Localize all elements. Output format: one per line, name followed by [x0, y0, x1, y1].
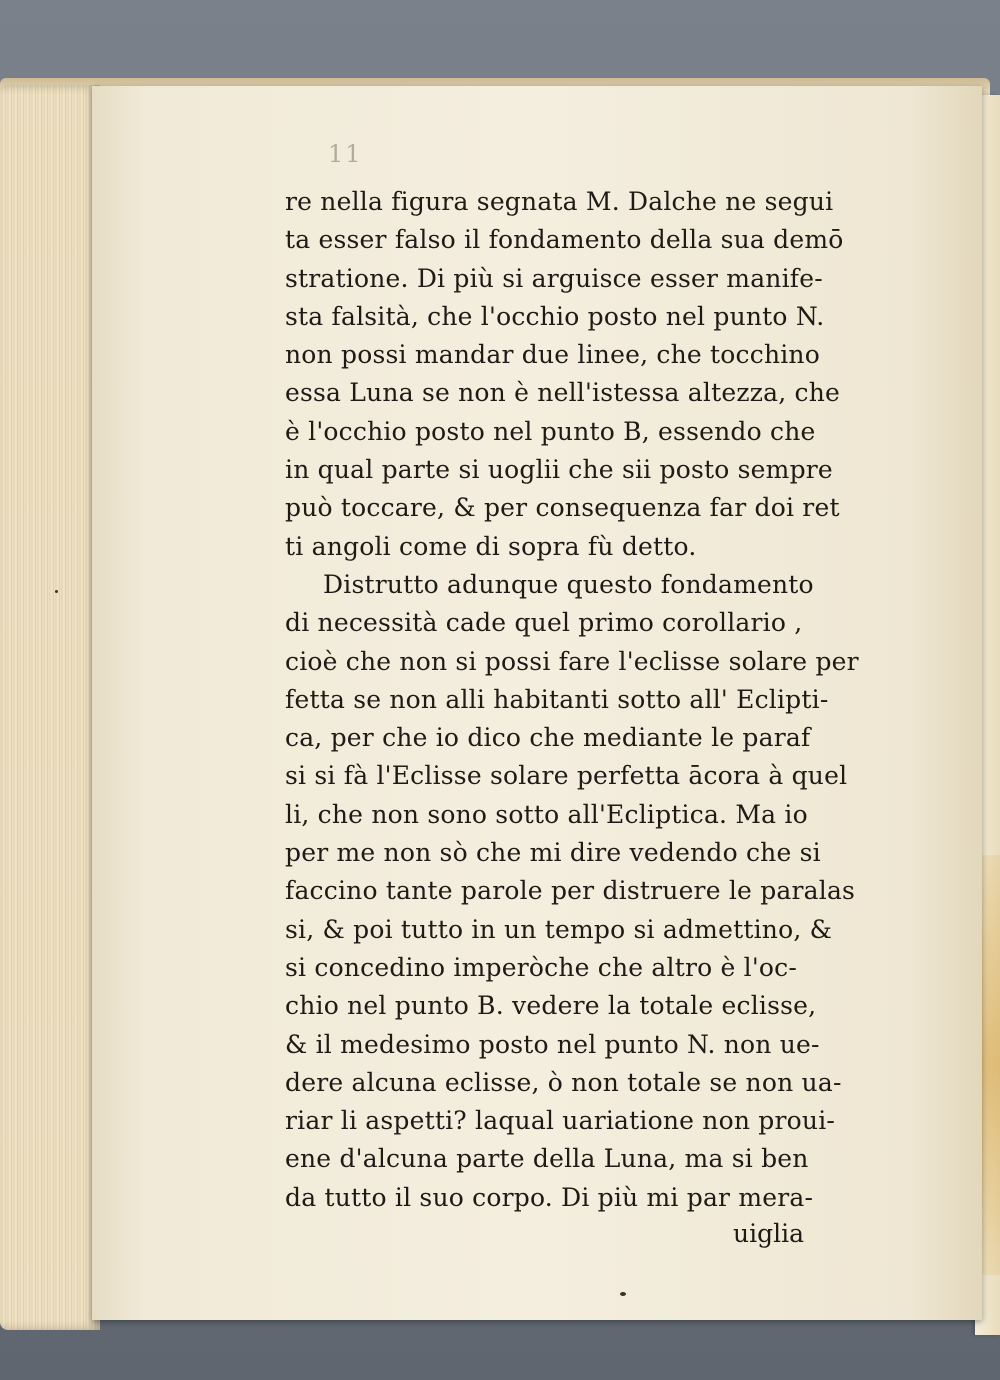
text-line: dere alcuna eclisse, ò non totale se non ua-	[285, 1067, 842, 1097]
text-line: fetta se non alli habitanti sotto all' Eclipti-	[285, 684, 829, 714]
folio-mark: 11	[328, 140, 363, 168]
text-line: ta esser falso il fondamento della sua demō	[285, 225, 844, 255]
paragraph-start-line: Distrutto adunque questo fondamento	[323, 569, 814, 599]
text-line: si si fà l'Eclisse solare perfetta ācora à quel	[285, 761, 848, 791]
text-line: sta falsità, che l'occhio posto nel punto N.	[285, 301, 825, 331]
text-line: per me non sò che mi dire vedendo che si	[285, 838, 821, 868]
text-line: stratione. Di più si arguisce esser manife-	[285, 263, 823, 293]
text-line: essa Luna se non è nell'istessa altezza, che	[285, 378, 840, 408]
text-line: si concedino imperòche che altro è l'oc-	[285, 952, 798, 982]
text-line: li, che non sono sotto all'Ecliptica. Ma io	[285, 799, 808, 829]
ink-speck	[55, 590, 58, 593]
text-line: da tutto il suo corpo. Di più mi par mera-	[285, 1182, 814, 1212]
text-line: è l'occhio posto nel punto B, essendo che	[285, 416, 816, 446]
text-line: riar li aspetti? laqual uariatione non proui-	[285, 1106, 836, 1136]
text-line: cioè che non si possi fare l'eclisse solare per	[285, 646, 859, 676]
text-line: ene d'alcuna parte della Luna, ma si ben	[285, 1144, 809, 1174]
text-line: ca, per che io dico che mediante le paraf	[285, 723, 811, 753]
text-line: re nella figura segnata M. Dalche ne segui	[285, 187, 834, 216]
text-line: in qual parte si uoglii che sii posto sempre	[285, 455, 833, 485]
text-line: ti angoli come di sopra fù detto.	[285, 531, 697, 561]
catchword: uiglia	[733, 1219, 804, 1248]
ink-speck	[620, 1292, 626, 1296]
page-text	[285, 183, 885, 1217]
book-page-edges	[0, 85, 100, 1330]
text-line: faccino tante parole per distruere le paralas	[285, 876, 856, 906]
text-line: può toccare, & per consequenza far doi ret	[285, 493, 840, 523]
text-line: & il medesimo posto nel punto N. non ue-	[285, 1029, 820, 1059]
text-line: non possi mandar due linee, che tocchino	[285, 340, 820, 370]
text-line: si, & poi tutto in un tempo si admettino, &	[285, 914, 833, 944]
text-line: chio nel punto B. vedere la totale eclisse,	[285, 991, 817, 1021]
text-line: di necessità cade quel primo corollario ,	[285, 608, 803, 638]
